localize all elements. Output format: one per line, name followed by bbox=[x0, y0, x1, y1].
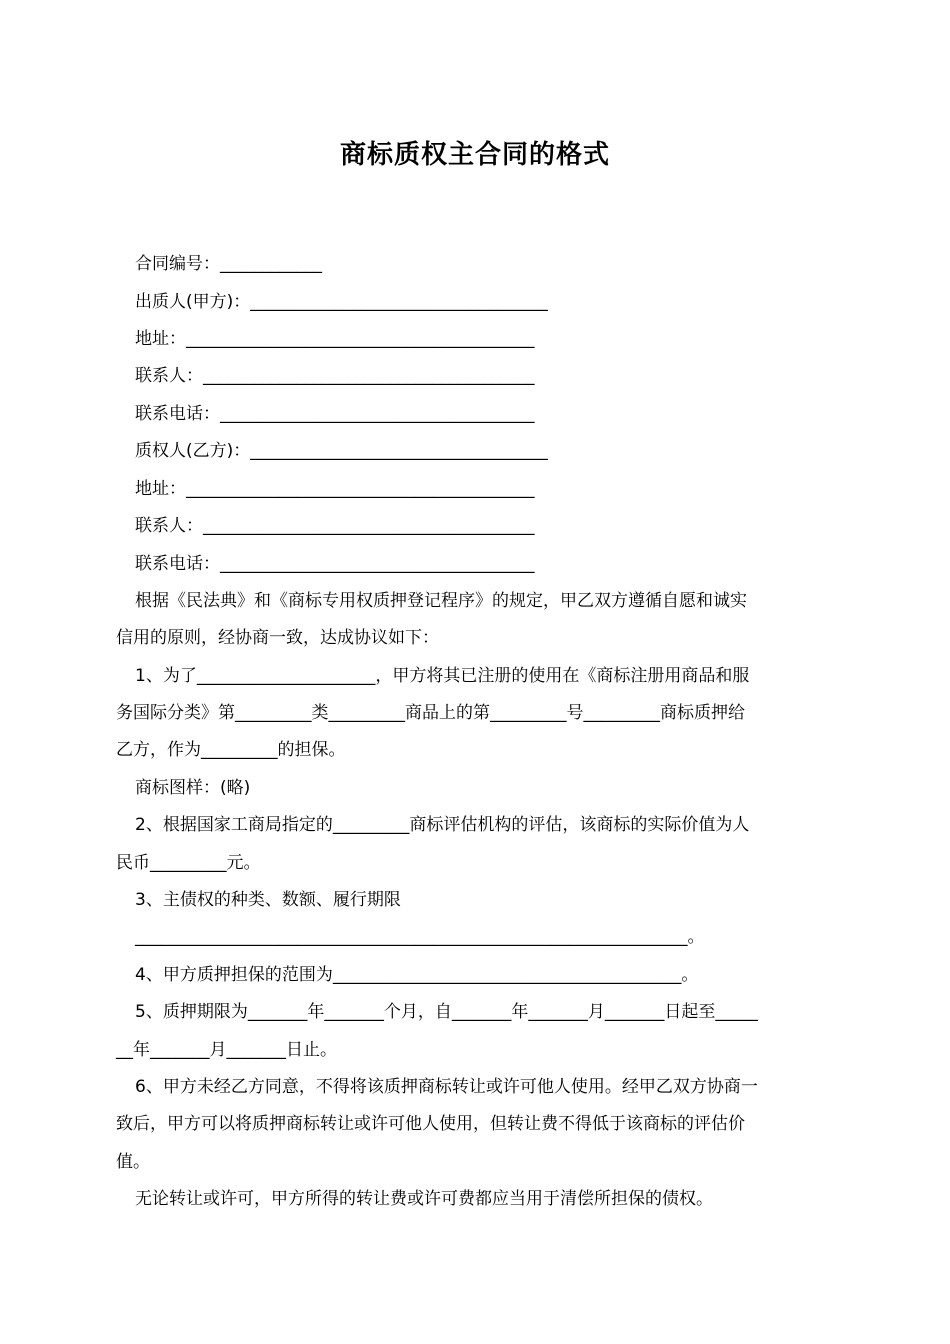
clause-5-line: 5、质押期限为_______年_______个月，自_______年_______月_______日起至_____ bbox=[135, 1002, 758, 1022]
preamble-line: 信用的原则，经协商一致，达成协议如下： bbox=[116, 628, 439, 648]
pledgee-phone-field: 联系电话：_____________________________________ bbox=[135, 554, 535, 574]
pledgee-field: 质权人(乙方)：___________________________________ bbox=[135, 441, 548, 461]
document-title: 商标质权主合同的格式 bbox=[339, 140, 610, 170]
clause-2-line: 2、根据国家工商局指定的_________商标评估机构的评估，该商标的实际价值为人 bbox=[135, 815, 750, 835]
clause-6-line: 值。 bbox=[116, 1152, 150, 1172]
clause-6-line: 6、甲方未经乙方同意，不得将该质押商标转让或许可他人使用。经甲乙双方协商一 bbox=[135, 1077, 758, 1097]
clause-4-line: 4、甲方质押担保的范围为_________________________________________。 bbox=[135, 965, 699, 985]
trademark-sample-line: 商标图样：(略) bbox=[135, 778, 251, 798]
closing-line: 无论转让或许可，甲方所得的转让费或许可费都应当用于清偿所担保的债权。 bbox=[135, 1189, 713, 1209]
clause-1-line: 1、为了_____________________，甲方将其已注册的使用在《商标注册用商品和服 bbox=[135, 666, 750, 686]
clause-3-blank-line: _________________________________________________________________。 bbox=[135, 927, 705, 947]
clause-2-line: 民币_________元。 bbox=[116, 853, 261, 873]
clause-1-line: 务国际分类》第_________类_________商品上的第_________号_________商标质押给 bbox=[116, 703, 745, 723]
clause-6-line: 致后，甲方可以将质押商标转让或许可他人使用，但转让费不得低于该商标的评估价 bbox=[116, 1114, 745, 1134]
pledgor-phone-field: 联系电话：_____________________________________ bbox=[135, 404, 535, 424]
clause-5-line: __年_______月_______日止。 bbox=[116, 1040, 337, 1060]
pledgee-contact-field: 联系人：_______________________________________ bbox=[135, 516, 535, 536]
pledgor-contact-field: 联系人：_______________________________________ bbox=[135, 366, 535, 386]
pledgee-address-field: 地址：_________________________________________ bbox=[135, 479, 535, 499]
clause-1-line: 乙方，作为_________的担保。 bbox=[116, 740, 346, 760]
contract-number-field: 合同编号：____________ bbox=[135, 254, 322, 274]
pledgor-address-field: 地址：_________________________________________ bbox=[135, 329, 535, 349]
pledgor-field: 出质人(甲方)：___________________________________ bbox=[135, 292, 548, 312]
clause-3-line: 3、主债权的种类、数额、履行期限 bbox=[135, 890, 401, 910]
preamble-line: 根据《民法典》和《商标专用权质押登记程序》的规定，甲乙双方遵循自愿和诚实 bbox=[135, 591, 747, 611]
